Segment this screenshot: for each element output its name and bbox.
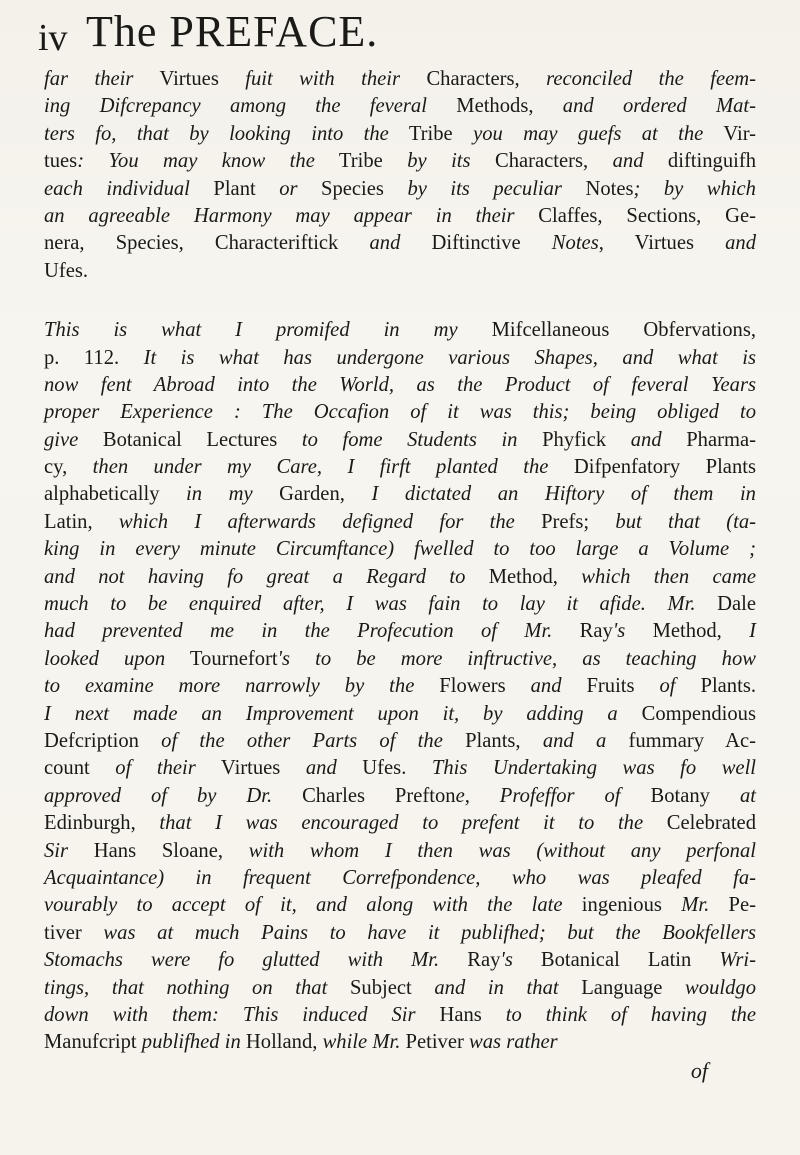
- text-line: had prevented me in the Profecution of Mr. Ray's Method, I: [44, 620, 756, 643]
- text-line: each individual Plant or Species by its peculiar Notes; by which: [44, 177, 756, 200]
- text-line: tiver was at much Pains to have it publifhed; but the Bookfellers: [44, 921, 757, 944]
- text-line: and not having fo great a Regard to Method, which then came: [44, 565, 756, 588]
- text-line: Defcription of the other Parts of the Plants, and a fummary Ac-: [44, 729, 756, 752]
- page-header: [38, 6, 758, 64]
- text-line: tings, that nothing on that Subject and in that Language wouldgo: [44, 976, 756, 999]
- text-line: This is what I promifed in my Mifcellaneous Obfervations,: [44, 319, 756, 342]
- text-line: approved of by Dr. Charles Preftone, Profeffor of Botany at: [44, 784, 756, 807]
- text-line: I next made an Improvement upon it, by adding a Compendious: [44, 702, 756, 725]
- catchword: of: [690, 1057, 708, 1083]
- text-line: an agreeable Harmony may appear in their Claffes, Sections, Ge-: [44, 204, 757, 227]
- text-line: now fent Abroad into the World, as the Product of feveral Years: [44, 373, 756, 396]
- text-line: count of their Virtues and Ufes. This Undertaking was fo well: [44, 757, 757, 780]
- text-line: vourably to accept of it, and along with the late ingenious Mr. Pe-: [44, 894, 756, 917]
- text-line: Stomachs were fo glutted with Mr. Ray's Botanical Latin Wri-: [44, 949, 756, 972]
- text-line: alphabetically in my Garden, I dictated an Hiftory of them in: [44, 483, 756, 506]
- text-line: p. 112. It is what has undergone various Shapes, and what is: [44, 346, 756, 369]
- text-line: down with them: This induced Sir Hans to think of having the: [44, 1003, 756, 1026]
- text-line: looked upon Tournefort's to be more inftructive, as teaching how: [44, 647, 757, 670]
- text-line: far their Virtues fuit with their Characters, reconciled the feem-: [44, 68, 756, 90]
- text-line: Manufcript publifhed in Holland, while Mr. Petiver was rather: [44, 1031, 558, 1054]
- text-line: tues: You may know the Tribe by its Characters, and diftinguifh: [44, 150, 757, 173]
- text-line: Sir Hans Sloane, with whom I then was (without any perfonal: [44, 839, 756, 862]
- text-line: king in every minute Circumftance) fwelled to too large a Volume ;: [44, 538, 756, 561]
- text-line: cy, then under my Care, I firft planted the Difpenfatory Plants: [44, 456, 756, 479]
- paragraph-2: [44, 317, 756, 1057]
- text-line: to examine more narrowly by the Flowers and Fruits of Plants.: [44, 675, 756, 698]
- paragraph-1: [44, 66, 756, 285]
- paragraph-gap: [44, 285, 756, 317]
- text-line: nera, Species, Characteriftick and Diftinctive Notes, Virtues and: [44, 232, 756, 255]
- text-line: proper Experience : The Occafion of it was this; being obliged to: [44, 401, 756, 424]
- running-title: The PREFACE.: [86, 7, 379, 56]
- text-line: Edinburgh, that I was encouraged to prefent it to the Celebrated: [44, 812, 756, 835]
- text-line: Ufes.: [44, 259, 89, 282]
- text-line: ing Difcrepancy among the feveral Methods, and ordered Mat-: [44, 95, 756, 118]
- text-line: Acquaintance) in frequent Correfpondence, who was pleafed fa-: [44, 866, 756, 889]
- text-line: ters fo, that by looking into the Tribe you may guefs at the Vir-: [44, 122, 757, 145]
- page-number: iv: [38, 17, 68, 59]
- preface-body: [44, 66, 756, 1084]
- text-line: give Botanical Lectures to fome Students in Phyfick and Pharma-: [44, 428, 756, 451]
- text-line: much to be enquired after, I was fain to lay it afide. Mr. Dale: [44, 593, 757, 616]
- text-line: Latin, which I afterwards defigned for the Prefs; but that (ta-: [44, 510, 757, 533]
